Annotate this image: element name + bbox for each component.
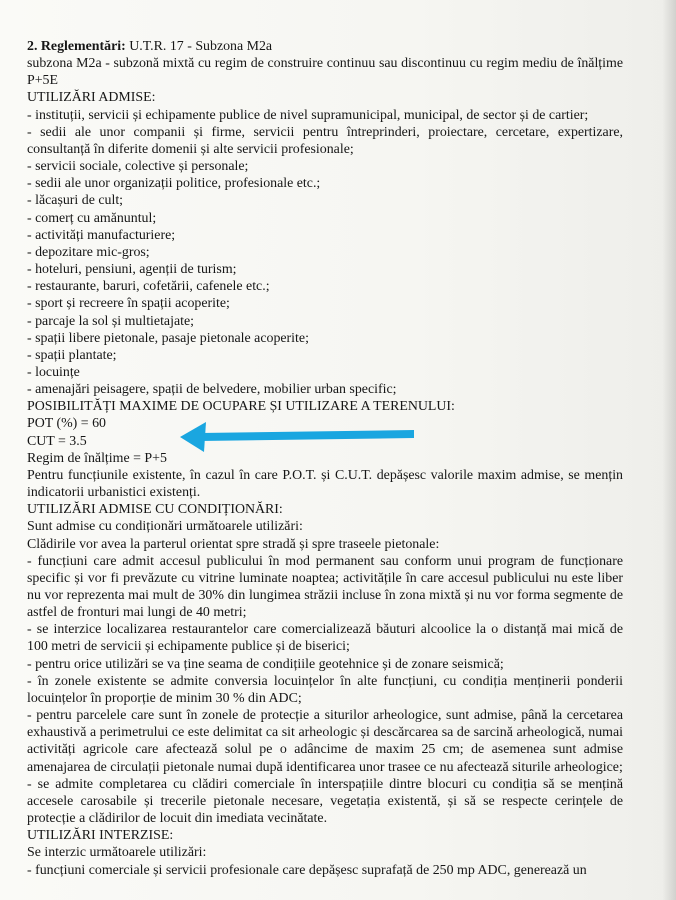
arrow-shaft xyxy=(200,430,414,441)
list-item: - comerț cu amănuntul; xyxy=(27,210,157,226)
existing-functions-note: Pentru funcțiunile existente, în cazul în care P.O.T. și C.U.T. depășesc valorile maxim admise, se mențin indicatorii urbanistici existenți. xyxy=(27,467,623,501)
interzise-title: UTILIZĂRI INTERZISE: xyxy=(27,828,174,844)
cut-value: CUT = 3.5 xyxy=(27,433,87,449)
list-item: - funcțiuni care admit accesul publicului în mod permanent sau conform unui program de funcționare specific și vor fi prevăzute cu vitrine luminate noaptea; activitățile în care accesul publicului nu este liber nu vor reprezenta mai mult de 30% din lungimea străzii incluse în zona mixtă și nu vor forma segmente de astfel de fronturi mai lungi de 40 metri; xyxy=(27,553,623,621)
admise-title: UTILIZĂRI ADMISE: xyxy=(27,90,156,106)
height-regime: Regim de înălțime = P+5 xyxy=(27,450,167,466)
list-item: - restaurante, baruri, cofetării, cafenele etc.; xyxy=(27,279,270,295)
list-item: - servicii sociale, colective și personale; xyxy=(27,159,249,175)
conditionari-line: Sunt admise cu condiționări următoarele utilizări: xyxy=(27,519,303,535)
list-item: - locuințe xyxy=(27,364,80,380)
list-item: - lăcașuri de cult; xyxy=(27,193,124,209)
page-edge-shadow xyxy=(662,0,676,900)
list-item: - amenajări peisagere, spații de belvedere, mobilier urban specific; xyxy=(27,382,397,398)
list-item: - spații plantate; xyxy=(27,347,117,363)
list-item: - hoteluri, pensiuni, agenții de turism; xyxy=(27,262,237,278)
blue-arrow-annotation xyxy=(178,418,418,454)
list-item: - în zonele existente se admite conversia locuințelor în alte funcțiuni, cu condiția menținerii ponderii locuințelor în proporție de minim 30 % din ADC; xyxy=(27,673,623,706)
list-item: - instituții, servicii și echipamente publice de nivel supramunicipal, municipal, de sector și de cartier; xyxy=(27,107,589,123)
list-item: - pentru orice utilizări se va ține seama de condițiile geotehnice și de zonare seismică; xyxy=(27,656,504,672)
conditionari-line: Clădirile vor avea la parterul orientat spre stradă și spre traseele pietonale: xyxy=(27,536,440,552)
list-item: - depozitare mic-gros; xyxy=(27,244,150,260)
conditionari-list xyxy=(27,553,623,828)
pot-value: POT (%) = 60 xyxy=(27,416,106,432)
list-item: - funcțiuni comerciale și servicii profesionale care depășesc suprafață de 250 mp ADC, generează un xyxy=(27,862,587,878)
regulation-text xyxy=(27,38,623,879)
list-item: - spații libere pietonale, pasaje pietonale acoperite; xyxy=(27,330,309,346)
list-item: - pentru parcelele care sunt în zonele de protecție a siturilor arheologice, sunt admise, până la cercetarea exhaustivă a perimetrului ce este delimitat ca sit arheologic și descărcarea sa de sarcină arheologică, numai activități agricole care afectează solul pe o adâncime de maxim 25 cm; de asemenea sunt admise amenajarea de circulații pietonale numai după identificarea unor trasee ce nu afectează siturile arheologice; xyxy=(27,708,623,775)
list-item: - se admite completarea cu clădiri comerciale în interspațiile dintre blocuri cu condiția să se mențină accesele carosabile și trecerile pietonale necesare, vegetația existentă, și să se respecte cerințele de protecție a clădirilor de locuit din imediata vecinătate. xyxy=(27,776,623,827)
conditionari-title: UTILIZĂRI ADMISE CU CONDIȚIONĂRI: xyxy=(27,502,283,518)
list-item: - parcaje la sol și multietajate; xyxy=(27,313,195,329)
interzise-intro: Se interzic următoarele utilizări: xyxy=(27,845,207,861)
list-item: - se interzice localizarea restaurantelor care comercializează băuturi alcoolice la o distanță mai mică de 100 metri de servicii și echipamente publice și de biserici; xyxy=(27,622,623,655)
list-item: - sedii ale unor organizații politice, profesionale etc.; xyxy=(27,176,321,192)
arrow-head xyxy=(180,422,206,452)
posibilitati-title: POSIBILITĂȚI MAXIME DE OCUPARE ȘI UTILIZARE A TERENULUI: xyxy=(27,399,455,415)
admise-list xyxy=(27,107,623,399)
list-item: - sport și recreere în spații acoperite; xyxy=(27,296,230,312)
list-item: - sedii ale unor companii și firme, servicii pentru întreprinderi, proiectare, cercetare, expertizare, consultanță în diferite domenii și alte servicii profesionale; xyxy=(27,124,623,157)
section-heading: 2. Reglementări: U.T.R. 17 - Subzona M2a xyxy=(27,39,273,54)
list-item: - activități manufacturiere; xyxy=(27,227,176,243)
subzone-description: subzona M2a - subzonă mixtă cu regim de construire continuu sau discontinuu cu regim mediu de înălțime P+5E xyxy=(27,56,623,89)
